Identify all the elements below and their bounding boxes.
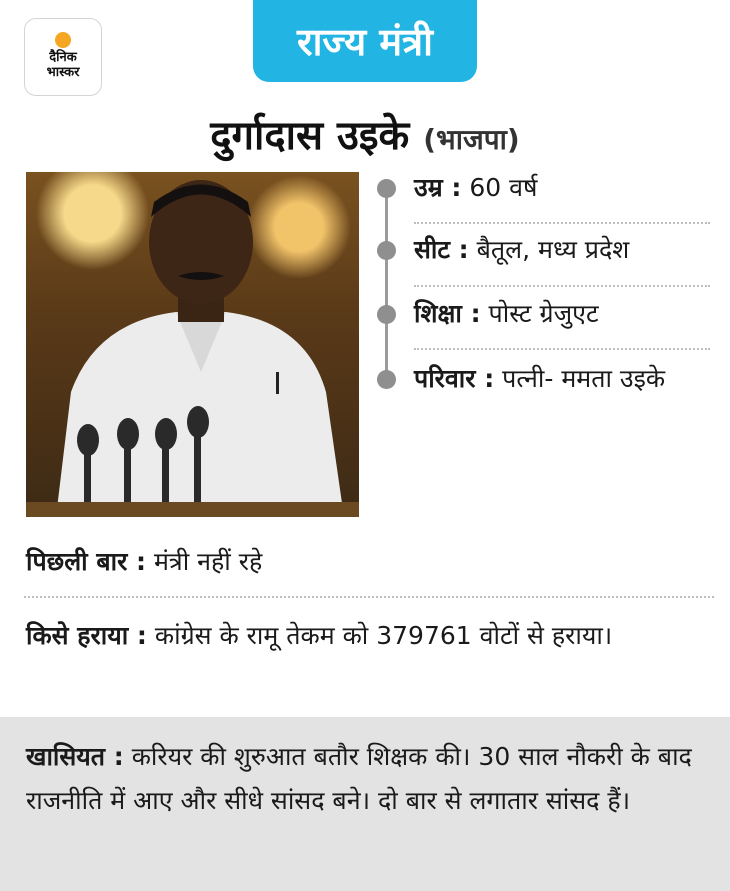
logo-line-2: भास्कर — [46, 65, 80, 80]
fact-seat — [414, 233, 714, 267]
fact-age-label: उम्र : — [414, 173, 462, 202]
fact-education-value: पोस्ट ग्रेजुएट — [488, 299, 599, 328]
fact-education — [414, 297, 714, 331]
fact-seat-value: बैतूल, मध्य प्रदेश — [476, 235, 630, 264]
timeline-dot — [377, 370, 396, 389]
category-banner — [253, 0, 477, 82]
fact-family-label: परिवार : — [414, 364, 495, 393]
name-heading — [0, 106, 730, 161]
banner-title: राज्य मंत्री — [297, 20, 433, 64]
fact-divider — [414, 348, 710, 350]
portrait-illustration — [26, 172, 359, 517]
fact-age-value: 60 वर्ष — [469, 173, 538, 202]
facts-timeline — [385, 186, 388, 380]
last-time-row — [26, 540, 706, 584]
timeline-dot — [377, 241, 396, 260]
dainik-bhaskar-logo — [24, 18, 102, 96]
fact-age — [414, 171, 714, 205]
fact-family — [414, 362, 714, 396]
sun-icon — [55, 32, 71, 48]
specialty-label: खासियत : — [26, 742, 124, 771]
defeated-value: कांग्रेस के रामू तेकम को 379761 वोटों से हराया। — [154, 621, 613, 650]
logo-line-1: दैनिक — [49, 50, 77, 65]
minister-name: दुर्गादास उइके — [210, 113, 410, 159]
specialty-row — [26, 735, 706, 823]
minister-photo — [26, 172, 359, 517]
fact-seat-label: सीट : — [414, 235, 469, 264]
timeline-dot — [377, 179, 396, 198]
fact-divider — [414, 222, 710, 224]
section-divider — [24, 596, 714, 598]
last-time-value: मंत्री नहीं रहे — [153, 547, 263, 576]
fact-divider — [414, 285, 710, 287]
fact-education-label: शिक्षा : — [414, 299, 481, 328]
timeline-dot — [377, 305, 396, 324]
specialty-value: करियर की शुरुआत बतौर शिक्षक की। 30 साल नौकरी के बाद राजनीति में आए और सीधे सांसद बने। दो बार से लगातार सांसद हैं। — [26, 742, 692, 815]
fact-family-value: पत्नी- ममता उइके — [502, 364, 666, 393]
last-time-label: पिछली बार : — [26, 547, 147, 576]
specialty-section — [0, 717, 730, 891]
defeated-label: किसे हराया : — [26, 621, 147, 650]
party-name: (भाजपा) — [423, 123, 520, 156]
defeated-row — [26, 614, 706, 658]
